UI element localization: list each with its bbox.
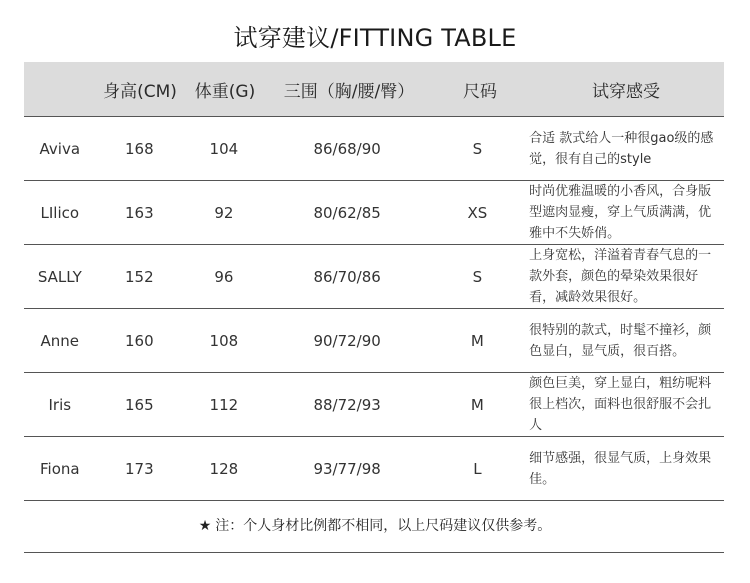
table-row — [24, 372, 724, 436]
cell-measurements: 90/72/90 — [313, 331, 381, 350]
header-measurements: 三围（胸/腰/臀） — [283, 81, 415, 102]
cell-weight: 92 — [214, 203, 234, 222]
cell-size: M — [470, 395, 484, 414]
table-row — [24, 116, 724, 180]
cell-weight: 128 — [209, 459, 239, 478]
cell-feedback: 时尚优雅温暖的小香风，合身版型遮肉显瘦，穿上气质满满，优雅中不失娇俏。 — [529, 184, 712, 241]
page-title: 试穿建议/FITTING TABLE — [233, 24, 517, 52]
cell-feedback: 颜色巨美，穿上显白，粗纺呢料很上档次，面料也很舒服不会扎人 — [529, 376, 712, 433]
cell-name: Fiona — [40, 459, 80, 478]
cell-size: M — [470, 331, 484, 350]
cell-size: XS — [467, 203, 488, 222]
cell-height: 165 — [125, 395, 154, 414]
cell-name: LIlico — [40, 203, 80, 222]
cell-measurements: 86/70/86 — [313, 267, 381, 286]
cell-measurements: 93/77/98 — [313, 459, 381, 478]
cell-size: L — [473, 459, 482, 478]
cell-name: Anne — [40, 331, 80, 350]
cell-feedback: 很特别的款式，时髦不撞衫，颜色显白，显气质，很百搭。 — [529, 322, 712, 359]
header-height: 身高(CM) — [103, 81, 177, 102]
header-weight: 体重(G) — [194, 81, 256, 102]
cell-feedback: 上身宽松，洋溢着青春气息的一款外套，颜色的晕染效果很好看，减龄效果很好。 — [529, 248, 712, 305]
cell-height: 173 — [125, 459, 154, 478]
cell-height: 152 — [125, 267, 154, 286]
cell-feedback: 细节感强，很显气质，上身效果佳。 — [529, 450, 712, 487]
cell-measurements: 86/68/90 — [313, 139, 381, 158]
cell-weight: 112 — [209, 395, 239, 414]
star-icon: ★ — [198, 518, 212, 534]
cell-height: 163 — [125, 203, 154, 222]
table-header — [24, 62, 724, 116]
cell-height: 160 — [125, 331, 154, 350]
cell-name: Iris — [48, 395, 72, 414]
cell-size: S — [472, 267, 483, 286]
table-row — [24, 244, 724, 308]
header-feedback: 试穿感受 — [592, 81, 660, 102]
cell-weight: 96 — [214, 267, 234, 286]
table-row — [24, 180, 724, 244]
cell-size: S — [472, 139, 483, 158]
cell-name: Aviva — [39, 139, 81, 158]
cell-feedback: 合适 款式给人一种很gao级的感觉，很有自己的style — [529, 130, 714, 167]
divider — [24, 552, 724, 553]
footnote — [0, 515, 750, 535]
cell-measurements: 88/72/93 — [313, 395, 381, 414]
cell-weight: 108 — [209, 331, 239, 350]
footnote-text: 注：个人身材比例都不相同，以上尺码建议仅供参考。 — [215, 518, 552, 534]
table-row — [24, 308, 724, 372]
fitting-table — [24, 62, 724, 501]
cell-measurements: 80/62/85 — [313, 203, 381, 222]
cell-height: 168 — [125, 139, 154, 158]
cell-weight: 104 — [209, 139, 239, 158]
table-row — [24, 436, 724, 501]
cell-name: SALLY — [37, 267, 82, 286]
header-size: 尺码 — [463, 81, 497, 102]
